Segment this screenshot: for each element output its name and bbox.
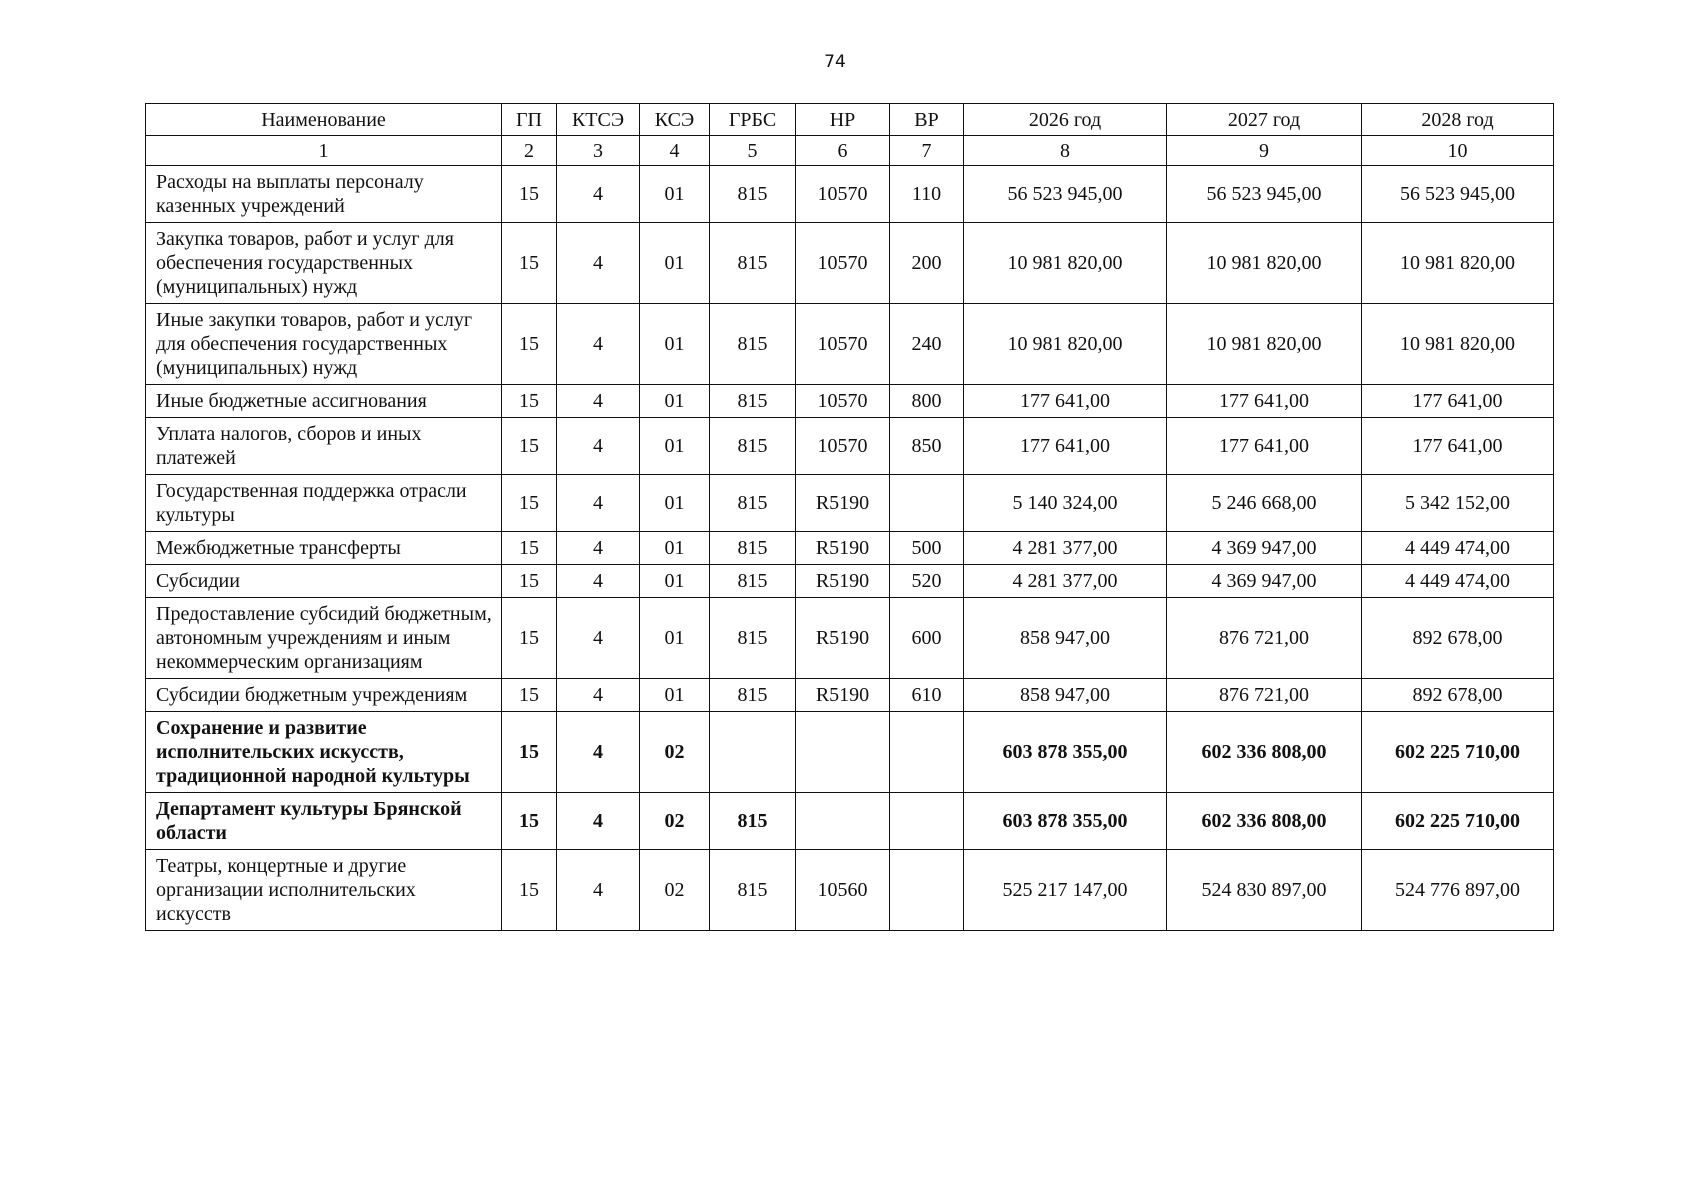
cell-nr: [796, 793, 890, 850]
column-index: 7: [890, 136, 964, 166]
cell-amount-2028: 4 449 474,00: [1362, 532, 1554, 565]
table-row: [146, 850, 1554, 931]
cell-name: Сохранение и развитие исполнительских искусств, традиционной народной культуры: [146, 712, 502, 793]
cell-amount-2026: 56 523 945,00: [964, 166, 1167, 223]
column-index: 3: [557, 136, 640, 166]
header-name: Наименование: [146, 104, 502, 136]
cell-ktse: 4: [557, 385, 640, 418]
cell-amount-2027: 177 641,00: [1167, 385, 1362, 418]
cell-nr: R5190: [796, 532, 890, 565]
cell-amount-2027: 602 336 808,00: [1167, 712, 1362, 793]
cell-name: Закупка товаров, работ и услуг для обеспечения государственных (муниципальных) нужд: [146, 223, 502, 304]
cell-amount-2027: 177 641,00: [1167, 418, 1362, 475]
cell-grbs: 815: [710, 598, 796, 679]
cell-gp: 15: [502, 418, 557, 475]
cell-name: Департамент культуры Брянской области: [146, 793, 502, 850]
cell-grbs: 815: [710, 565, 796, 598]
cell-ktse: 4: [557, 223, 640, 304]
cell-nr: R5190: [796, 475, 890, 532]
cell-kse: 02: [640, 712, 710, 793]
cell-kse: 02: [640, 850, 710, 931]
cell-nr: R5190: [796, 598, 890, 679]
cell-amount-2026: 4 281 377,00: [964, 532, 1167, 565]
cell-nr: 10570: [796, 385, 890, 418]
cell-grbs: 815: [710, 385, 796, 418]
cell-grbs: 815: [710, 532, 796, 565]
header-vr: ВР: [890, 104, 964, 136]
cell-name: Государственная поддержка отрасли культуры: [146, 475, 502, 532]
cell-vr: 200: [890, 223, 964, 304]
cell-amount-2026: 4 281 377,00: [964, 565, 1167, 598]
cell-gp: 15: [502, 223, 557, 304]
cell-amount-2028: 524 776 897,00: [1362, 850, 1554, 931]
cell-ktse: 4: [557, 532, 640, 565]
cell-name: Уплата налогов, сборов и иных платежей: [146, 418, 502, 475]
cell-vr: 610: [890, 679, 964, 712]
cell-nr: 10570: [796, 166, 890, 223]
cell-kse: 01: [640, 565, 710, 598]
cell-amount-2026: 10 981 820,00: [964, 304, 1167, 385]
cell-ktse: 4: [557, 679, 640, 712]
cell-vr: [890, 793, 964, 850]
cell-nr: 10570: [796, 223, 890, 304]
cell-vr: 500: [890, 532, 964, 565]
cell-amount-2028: 10 981 820,00: [1362, 223, 1554, 304]
table-row: [146, 304, 1554, 385]
table-row: [146, 166, 1554, 223]
cell-gp: 15: [502, 598, 557, 679]
cell-grbs: 815: [710, 166, 796, 223]
cell-vr: 110: [890, 166, 964, 223]
cell-amount-2026: 10 981 820,00: [964, 223, 1167, 304]
column-index-row: [146, 136, 1554, 166]
cell-amount-2027: 876 721,00: [1167, 598, 1362, 679]
column-index: 6: [796, 136, 890, 166]
cell-ktse: 4: [557, 712, 640, 793]
cell-kse: 01: [640, 223, 710, 304]
cell-amount-2027: 602 336 808,00: [1167, 793, 1362, 850]
cell-ktse: 4: [557, 850, 640, 931]
cell-amount-2026: 858 947,00: [964, 679, 1167, 712]
column-index: 9: [1167, 136, 1362, 166]
page-number: 74: [824, 52, 846, 72]
table-row: [146, 223, 1554, 304]
cell-vr: 600: [890, 598, 964, 679]
cell-vr: 240: [890, 304, 964, 385]
column-index: 8: [964, 136, 1167, 166]
header-nr: НР: [796, 104, 890, 136]
cell-ktse: 4: [557, 598, 640, 679]
cell-name: Предоставление субсидий бюджетным, автономным учреждениям и иным некоммерческим организациям: [146, 598, 502, 679]
table-row: [146, 385, 1554, 418]
header-year-2027: 2027 год: [1167, 104, 1362, 136]
cell-amount-2028: 892 678,00: [1362, 598, 1554, 679]
cell-nr: 10570: [796, 418, 890, 475]
cell-amount-2027: 4 369 947,00: [1167, 565, 1362, 598]
cell-amount-2027: 10 981 820,00: [1167, 223, 1362, 304]
table-row: [146, 712, 1554, 793]
cell-gp: 15: [502, 304, 557, 385]
column-index: 1: [146, 136, 502, 166]
header-ktse: КТСЭ: [557, 104, 640, 136]
cell-gp: 15: [502, 712, 557, 793]
column-index: 2: [502, 136, 557, 166]
cell-grbs: 815: [710, 850, 796, 931]
column-index: 4: [640, 136, 710, 166]
cell-kse: 01: [640, 475, 710, 532]
cell-amount-2028: 10 981 820,00: [1362, 304, 1554, 385]
table-row: [146, 679, 1554, 712]
cell-ktse: 4: [557, 418, 640, 475]
cell-amount-2028: 56 523 945,00: [1362, 166, 1554, 223]
cell-ktse: 4: [557, 304, 640, 385]
cell-vr: 850: [890, 418, 964, 475]
cell-gp: 15: [502, 166, 557, 223]
cell-name: Иные бюджетные ассигнования: [146, 385, 502, 418]
table-row: [146, 565, 1554, 598]
cell-kse: 01: [640, 385, 710, 418]
cell-amount-2026: 603 878 355,00: [964, 793, 1167, 850]
cell-vr: 520: [890, 565, 964, 598]
cell-nr: R5190: [796, 565, 890, 598]
header-row: [146, 104, 1554, 136]
cell-gp: 15: [502, 565, 557, 598]
cell-nr: 10560: [796, 850, 890, 931]
table-row: [146, 793, 1554, 850]
header-year-2028: 2028 год: [1362, 104, 1554, 136]
cell-ktse: 4: [557, 793, 640, 850]
header-year-2026: 2026 год: [964, 104, 1167, 136]
table-row: [146, 532, 1554, 565]
cell-nr: [796, 712, 890, 793]
cell-vr: [890, 712, 964, 793]
table-row: [146, 418, 1554, 475]
cell-gp: 15: [502, 475, 557, 532]
cell-amount-2026: 5 140 324,00: [964, 475, 1167, 532]
column-index: 10: [1362, 136, 1554, 166]
cell-grbs: [710, 712, 796, 793]
cell-amount-2027: 5 246 668,00: [1167, 475, 1362, 532]
cell-name: Иные закупки товаров, работ и услуг для обеспечения государственных (муниципальных) нужд: [146, 304, 502, 385]
cell-name: Субсидии бюджетным учреждениям: [146, 679, 502, 712]
header-gp: ГП: [502, 104, 557, 136]
cell-grbs: 815: [710, 475, 796, 532]
cell-amount-2027: 56 523 945,00: [1167, 166, 1362, 223]
cell-nr: 10570: [796, 304, 890, 385]
cell-nr: R5190: [796, 679, 890, 712]
cell-amount-2028: 177 641,00: [1362, 385, 1554, 418]
cell-amount-2027: 524 830 897,00: [1167, 850, 1362, 931]
cell-grbs: 815: [710, 793, 796, 850]
cell-gp: 15: [502, 793, 557, 850]
cell-amount-2027: 876 721,00: [1167, 679, 1362, 712]
table-row: [146, 598, 1554, 679]
cell-amount-2028: 5 342 152,00: [1362, 475, 1554, 532]
cell-vr: 800: [890, 385, 964, 418]
cell-vr: [890, 475, 964, 532]
cell-amount-2028: 602 225 710,00: [1362, 712, 1554, 793]
cell-kse: 01: [640, 679, 710, 712]
cell-kse: 01: [640, 418, 710, 475]
cell-amount-2026: 177 641,00: [964, 385, 1167, 418]
cell-amount-2028: 4 449 474,00: [1362, 565, 1554, 598]
cell-vr: [890, 850, 964, 931]
cell-name: Субсидии: [146, 565, 502, 598]
cell-grbs: 815: [710, 223, 796, 304]
cell-name: Театры, концертные и другие организации исполнительских искусств: [146, 850, 502, 931]
cell-amount-2027: 10 981 820,00: [1167, 304, 1362, 385]
cell-amount-2027: 4 369 947,00: [1167, 532, 1362, 565]
cell-gp: 15: [502, 679, 557, 712]
cell-grbs: 815: [710, 304, 796, 385]
cell-kse: 01: [640, 532, 710, 565]
cell-kse: 01: [640, 166, 710, 223]
column-index: 5: [710, 136, 796, 166]
cell-amount-2026: 525 217 147,00: [964, 850, 1167, 931]
header-kse: КСЭ: [640, 104, 710, 136]
header-grbs: ГРБС: [710, 104, 796, 136]
cell-grbs: 815: [710, 679, 796, 712]
cell-amount-2028: 177 641,00: [1362, 418, 1554, 475]
cell-gp: 15: [502, 850, 557, 931]
cell-kse: 02: [640, 793, 710, 850]
cell-kse: 01: [640, 598, 710, 679]
cell-amount-2028: 892 678,00: [1362, 679, 1554, 712]
cell-gp: 15: [502, 532, 557, 565]
budget-table: [145, 103, 1554, 931]
cell-amount-2026: 858 947,00: [964, 598, 1167, 679]
table-row: [146, 475, 1554, 532]
cell-ktse: 4: [557, 565, 640, 598]
cell-grbs: 815: [710, 418, 796, 475]
cell-kse: 01: [640, 304, 710, 385]
cell-amount-2026: 603 878 355,00: [964, 712, 1167, 793]
cell-amount-2026: 177 641,00: [964, 418, 1167, 475]
cell-name: Межбюджетные трансферты: [146, 532, 502, 565]
cell-ktse: 4: [557, 475, 640, 532]
cell-gp: 15: [502, 385, 557, 418]
table-body: [146, 166, 1554, 931]
cell-amount-2028: 602 225 710,00: [1362, 793, 1554, 850]
cell-ktse: 4: [557, 166, 640, 223]
cell-name: Расходы на выплаты персоналу казенных учреждений: [146, 166, 502, 223]
